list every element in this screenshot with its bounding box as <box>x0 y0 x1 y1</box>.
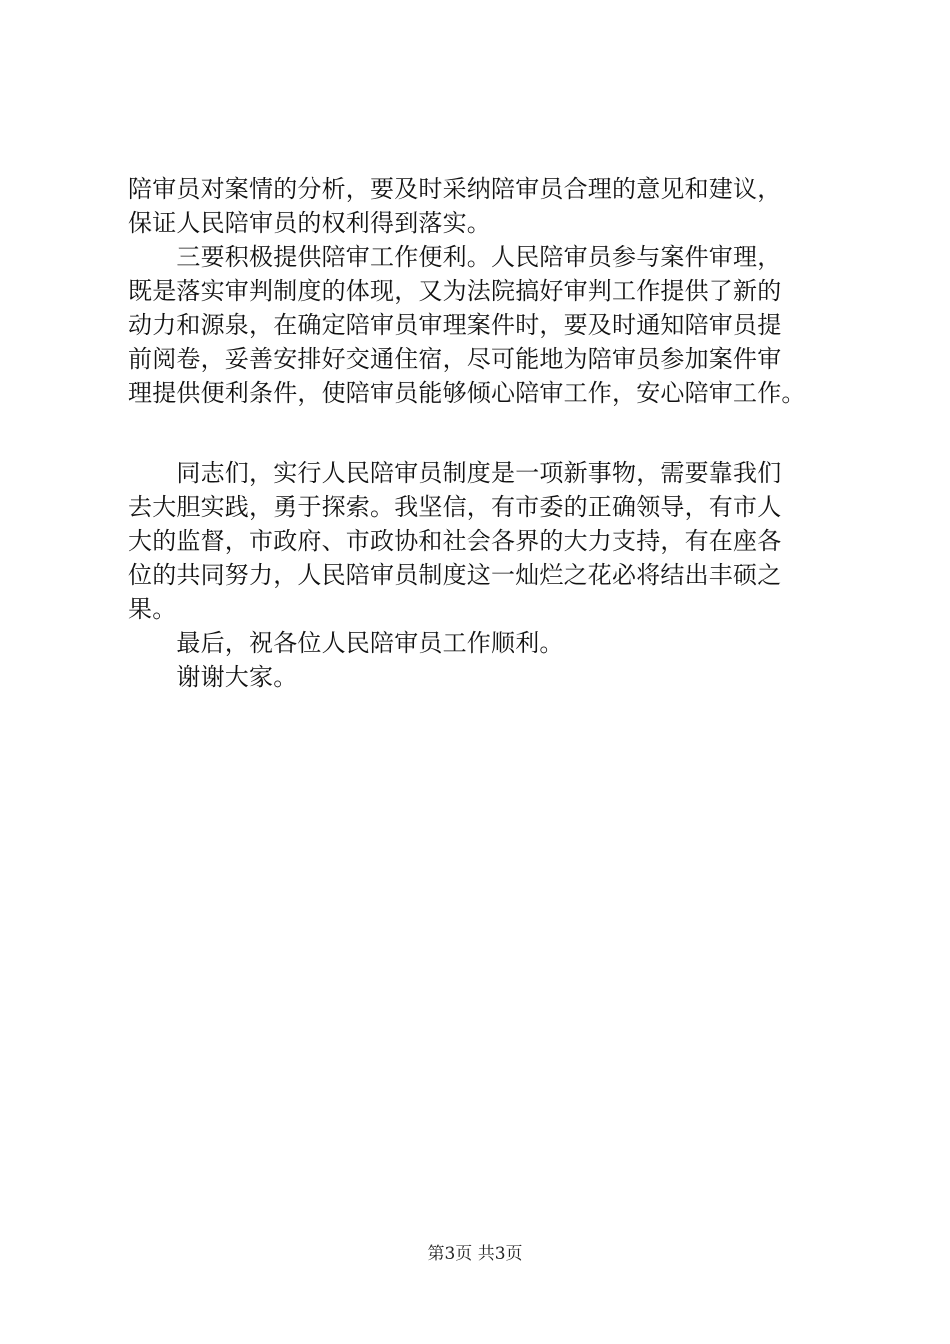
closing-line: 最后，祝各位人民陪审员工作顺利。 <box>128 629 564 657</box>
text-line: 保证人民陪审员的权利得到落实。 <box>128 209 491 237</box>
text-line: 既是落实审判制度的体现，又为法院搞好审判工作提供了新的 <box>128 277 782 305</box>
closing-line: 谢谢大家。 <box>128 663 298 691</box>
document-body <box>128 172 848 694</box>
paragraph-spacer <box>128 410 848 456</box>
text-line: 陪审员对案情的分析，要及时采纳陪审员合理的意见和建议， <box>128 175 782 203</box>
page-footer: 第3页 共3页 <box>427 1244 523 1264</box>
text-line: 三要积极提供陪审工作便利。人民陪审员参与案件审理， <box>128 243 782 271</box>
text-line: 前阅卷，妥善安排好交通住宿，尽可能地为陪审员参加案件审 <box>128 345 782 373</box>
text-line: 同志们，实行人民陪审员制度是一项新事物，需要靠我们 <box>128 459 782 487</box>
text-line: 位的共同努力，人民陪审员制度这一灿烂之花必将结出丰硕之 <box>128 561 782 589</box>
text-line: 动力和源泉，在确定陪审员审理案件时，要及时通知陪审员提 <box>128 311 782 339</box>
text-line: 大的监督，市政府、市政协和社会各界的大力支持，有在座各 <box>128 527 782 555</box>
text-line: 去大胆实践，勇于探索。我坚信，有市委的正确领导，有市人 <box>128 493 782 521</box>
text-line: 果。 <box>128 595 177 623</box>
text-line: 理提供便利条件，使陪审员能够倾心陪审工作，安心陪审工作。 <box>128 379 806 407</box>
